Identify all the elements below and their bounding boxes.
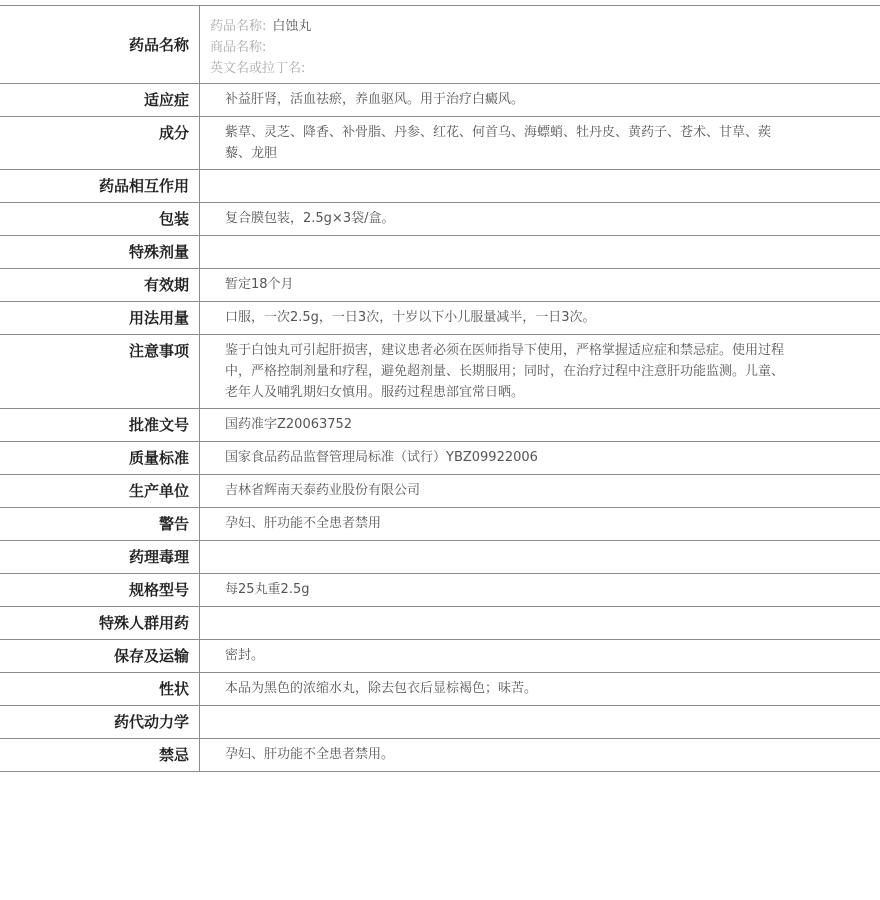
spec-row-packaging xyxy=(0,203,880,236)
generic-name-key: 药品名称: xyxy=(210,19,267,34)
drug-spec-table xyxy=(0,5,880,772)
spec-label: 保存及运输 xyxy=(0,640,200,672)
spec-row-usage xyxy=(0,302,880,335)
spec-value: 暂定18个月 xyxy=(225,277,294,292)
spec-label: 适应症 xyxy=(0,84,200,116)
spec-row-interactions xyxy=(0,170,880,203)
spec-row-precautions xyxy=(0,335,880,409)
spec-value: 每25丸重2.5g xyxy=(225,582,310,597)
spec-label: 规格型号 xyxy=(0,574,200,606)
spec-value: 补益肝肾，活血祛瘀，养血驱风。用于治疗白癜风。 xyxy=(225,92,525,107)
spec-row-contraindications xyxy=(0,739,880,772)
spec-label: 包装 xyxy=(0,203,200,235)
spec-label: 成分 xyxy=(0,117,200,169)
english-name-key: 英文名或拉丁名: xyxy=(210,61,306,76)
generic-name-line xyxy=(210,16,790,37)
spec-label: 警告 xyxy=(0,508,200,540)
spec-value: 本品为黑色的浓缩水丸，除去包衣后显棕褐色；味苦。 xyxy=(225,681,538,696)
spec-row-specification xyxy=(0,574,880,607)
drug-name-values xyxy=(200,6,880,83)
spec-label: 药理毒理 xyxy=(0,541,200,573)
english-name-line xyxy=(210,58,790,79)
spec-value xyxy=(200,541,880,573)
spec-value: 密封。 xyxy=(225,648,265,663)
spec-value xyxy=(200,706,880,738)
spec-row-shelf-life xyxy=(0,269,880,302)
spec-value: 吉林省辉南天泰药业股份有限公司 xyxy=(225,483,421,498)
spec-label: 用法用量 xyxy=(0,302,200,334)
spec-row-ingredients xyxy=(0,117,880,170)
spec-row-special-dosage xyxy=(0,236,880,269)
spec-label: 有效期 xyxy=(0,269,200,301)
spec-value: 国药准字Z20063752 xyxy=(225,417,353,432)
spec-value xyxy=(200,170,880,202)
spec-label: 药代动力学 xyxy=(0,706,200,738)
spec-value xyxy=(200,236,880,268)
spec-row-manufacturer xyxy=(0,475,880,508)
trade-name-key: 商品名称: xyxy=(210,40,267,55)
spec-row-pharmacology xyxy=(0,541,880,574)
spec-row-approval-number xyxy=(0,409,880,442)
spec-label: 特殊人群用药 xyxy=(0,607,200,639)
trade-name-line xyxy=(210,37,790,58)
spec-label: 质量标准 xyxy=(0,442,200,474)
spec-label: 性状 xyxy=(0,673,200,705)
spec-row-warning xyxy=(0,508,880,541)
spec-row-pharmacokinetics xyxy=(0,706,880,739)
drug-name-label: 药品名称 xyxy=(0,6,200,83)
spec-value: 孕妇、肝功能不全患者禁用。 xyxy=(225,747,395,762)
spec-label: 注意事项 xyxy=(0,335,200,408)
spec-value xyxy=(200,607,880,639)
spec-label: 药品相互作用 xyxy=(0,170,200,202)
spec-label: 特殊剂量 xyxy=(0,236,200,268)
spec-label: 禁忌 xyxy=(0,739,200,771)
spec-value: 紫草、灵芝、降香、补骨脂、丹参、红花、何首乌、海螵蛸、牡丹皮、黄药子、苍术、甘草、蒺藜、龙胆 xyxy=(225,125,772,161)
spec-row-quality-standard xyxy=(0,442,880,475)
spec-value: 复合膜包装，2.5g×3袋/盒。 xyxy=(225,211,395,226)
spec-value: 孕妇、肝功能不全患者禁用 xyxy=(225,516,382,531)
spec-value: 鉴于白蚀丸可引起肝损害，建议患者必须在医师指导下使用，严格掌握适应症和禁忌症。使用过程中，严格控制剂量和疗程，避免超剂量、长期服用；同时，在治疗过程中注意肝功能监测。儿童、老年人及哺乳期妇女慎用。服药过程患部宜常日晒。 xyxy=(225,343,785,400)
drug-name-row xyxy=(0,6,880,84)
spec-row-description xyxy=(0,673,880,706)
spec-label: 批准文号 xyxy=(0,409,200,441)
spec-row-indications xyxy=(0,84,880,117)
spec-row-special-populations xyxy=(0,607,880,640)
spec-label: 生产单位 xyxy=(0,475,200,507)
spec-value: 口服，一次2.5g，一日3次，十岁以下小儿服量减半，一日3次。 xyxy=(225,310,596,325)
generic-name-value: 白蚀丸 xyxy=(272,19,312,34)
spec-row-storage xyxy=(0,640,880,673)
spec-value: 国家食品药品监督管理局标准（试行）YBZ09922006 xyxy=(225,450,538,465)
